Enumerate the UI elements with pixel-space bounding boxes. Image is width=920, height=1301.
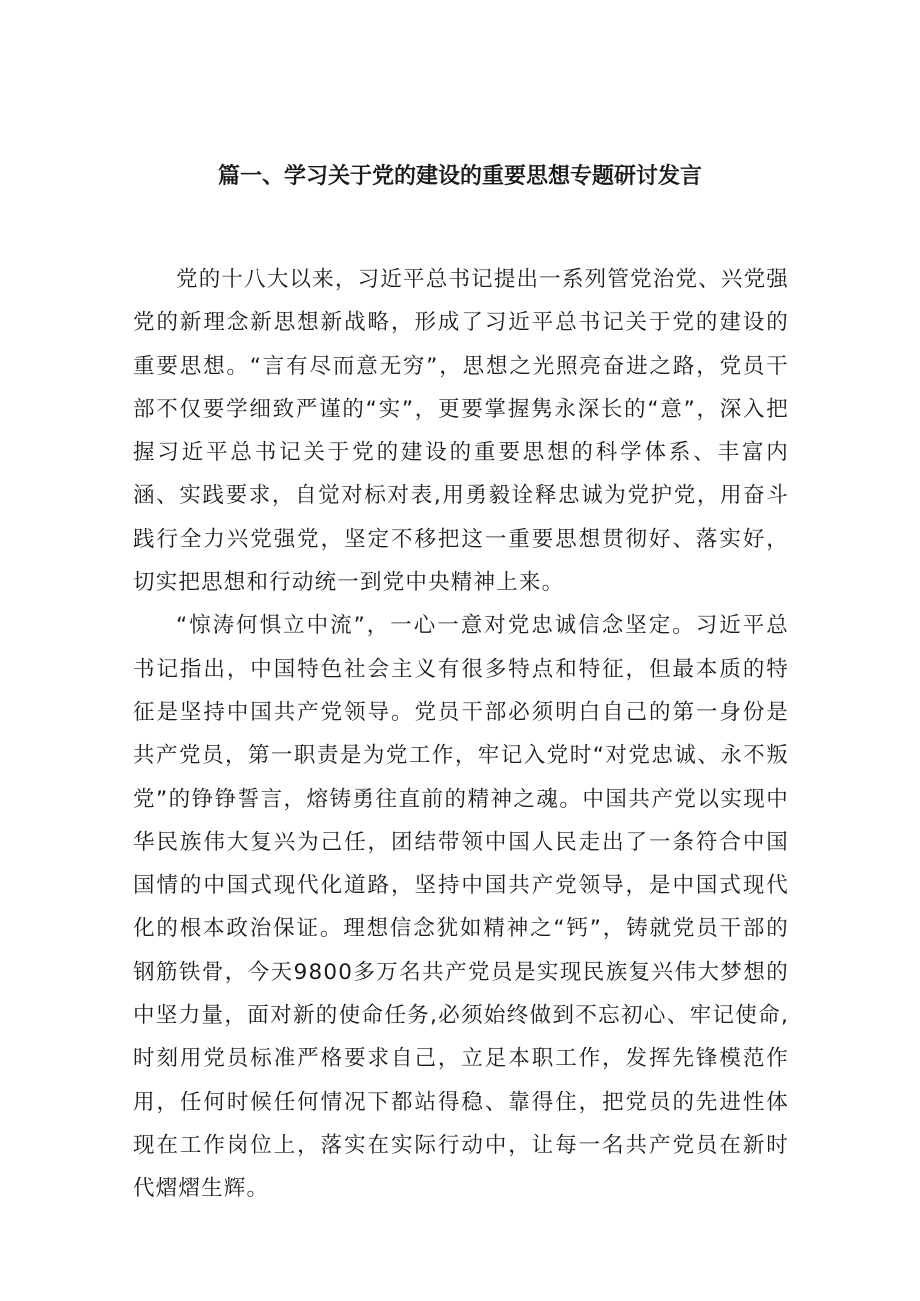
document-title: 篇一、学习关于党的建设的重要思想专题研讨发言 <box>217 164 702 189</box>
document-body <box>133 258 789 1211</box>
paragraph-1: 党的十八大以来，习近平总书记提出一系列管党治党、兴党强党的新理念新思想新战略，形成了习近平总书记关于党的建设的重要思想。“言有尽而意无穷”，思想之光照亮奋进之路，党员干部不仅要学细致严谨的“实”，更要掌握隽永深长的“意”，深入把握习近平总书记关于党的建设的重要思想的科学体系、丰富内涵、实践要求，自觉对标对表,用勇毅诠释忠诚为党护党，用奋斗践行全力兴党强党，坚定不移把这一重要思想贯彻好、落实好，切实把思想和行动统一到党中央精神上来。 <box>133 267 789 596</box>
paragraph-2: “惊涛何惧立中流”，一心一意对党忠诚信念坚定。习近平总书记指出，中国特色社会主义有很多特点和特征，但最本质的特征是坚持中国共产党领导。党员干部必须明白自己的第一身份是共产党员，第一职责是为党工作，牢记入党时“对党忠诚、永不叛党”的铮铮誓言，熔铸勇往直前的精神之魂。中国共产党以实现中华民族伟大复兴为己任，团结带领中国人民走出了一条符合中国国情的中国式现代化道路，坚持中国共产党领导，是中国式现代化的根本政治保证。理想信念犹如精神之“钙”，铸就党员干部的钢筋铁骨，今天9800多万名共产党员是实现民族复兴伟大梦想的中坚力量，面对新的使命任务,必须始终做到不忘初心、牢记使命,时刻用党员标准严格要求自己，立足本职工作，发挥先锋模范作用，任何时候任何情况下都站得稳、靠得住，把党员的先进性体现在工作岗位上，落实在实际行动中，让每一名共产党员在新时代熠熠生辉。 <box>133 613 789 1202</box>
